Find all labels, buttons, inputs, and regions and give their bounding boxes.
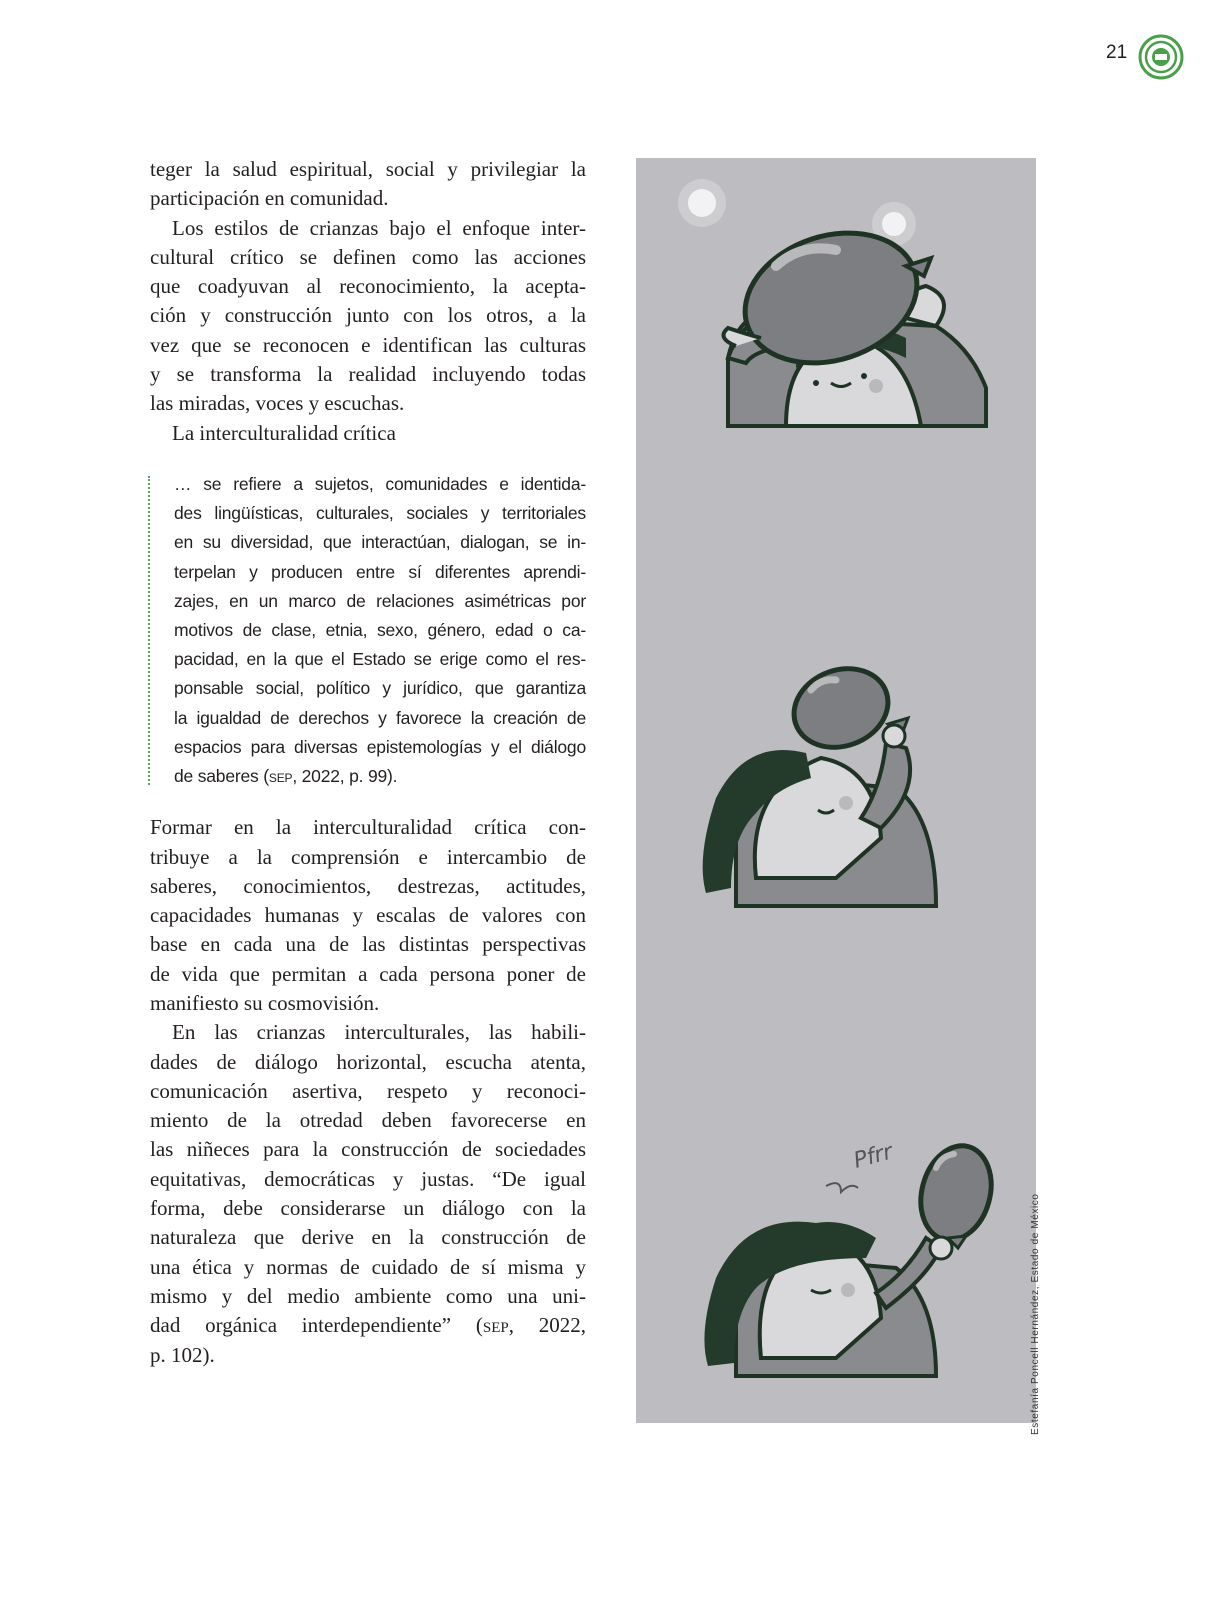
quote-line: en su diversidad, que interactúan, dialogan, se in- [174,532,586,553]
text-line: tribuye a la comprensión e intercambio de [150,844,586,869]
text-line: saberes, conocimientos, destrezas, actitudes, [150,873,586,898]
quote-text: , 2022, p. 99). [292,766,398,786]
paragraph-3 [150,419,586,448]
quote-line: motivos de clase, etnia, sexo, género, edad o ca- [174,619,586,640]
quote-text: de saberes ( [174,766,269,786]
text-line: teger la salud espiritual, social y privilegiar la [150,157,586,181]
quote-line: la igualdad de derechos y favorece la creación de [174,707,586,728]
text-line: miento de la otredad deben favorecerse en [150,1108,586,1133]
text-line: capacidades humanas y escalas de valores con [150,903,586,928]
text-line: Formar en la interculturalidad crítica con- [150,815,586,840]
text-line: La interculturalidad crítica [172,420,396,445]
text-segment: dad orgánica interdependiente” ( [150,1313,483,1338]
text-line: En las crianzas interculturales, las habili- [172,1020,586,1045]
paragraph-1 [150,155,586,214]
quote-line [174,762,586,791]
panel-1-illustration [636,158,1036,448]
quote-rule [148,476,150,785]
text-line: mismo y del medio ambiente como una uni- [150,1283,586,1308]
block-quote [150,470,586,791]
text-line: que coadyuvan al reconocimiento, la acepta- [150,274,586,299]
paragraph-2 [150,214,586,419]
text-line: las niñeces para la construcción de sociedades [150,1137,586,1162]
citation-abbrev: sep [482,1313,509,1338]
page-number: 21 [1106,42,1128,63]
panel-2-illustration [636,638,1036,928]
quote-line: zajes, en un marco de relaciones asimétricas por [174,590,586,611]
text-line: equitativas, democráticas y justas. “De igual [150,1166,586,1191]
quote-line: des lingüísticas, culturales, sociales y territoriales [174,503,586,524]
sound-effect-text: Pfrr [851,1139,896,1174]
text-line: base en cada una de las distintas perspectivas [150,932,586,957]
quote-line: terpelan y producen entre sí diferentes aprendi- [174,561,586,582]
paragraph-4 [150,813,586,1018]
text-line: comunicación asertiva, respeto y reconoci- [150,1078,586,1103]
panel-3-illustration [636,1108,1036,1398]
text-line: cultural crítico se definen como las acciones [150,244,586,269]
text-line: las miradas, voces y escuchas. [150,391,405,416]
text-line: y se transforma la realidad incluyendo todas [150,362,586,387]
paragraph-5 [150,1018,586,1370]
text-line: naturaleza que derive en la construcción de [150,1225,586,1250]
text-line: dades de diálogo horizontal, escucha atenta, [150,1049,586,1074]
quote-line: espacios para diversas epistemologías y el diálogo [174,736,586,757]
citation-abbrev: sep [268,766,293,786]
text-line: p. 102). [150,1342,215,1367]
text-line: forma, debe considerarse un diálogo con la [150,1196,586,1221]
text-line [150,1311,586,1340]
publisher-logo-icon [1138,34,1184,80]
text-line: ción y construcción junto con los otros, a la [150,303,586,328]
text-line: vez que se reconocen e identifican las culturas [150,332,586,357]
comic-illustration [636,158,1036,1423]
text-segment: , 2022, [508,1313,587,1338]
text-line: una ética y normas de cuidado de sí misma y [150,1254,586,1279]
text-line: de vida que permitan a cada persona poner de [150,961,586,986]
body-text-column [150,155,586,1370]
quote-line: pacidad, en la que el Estado se erige como el res- [174,649,586,670]
text-line: Los estilos de crianzas bajo el enfoque inter- [172,215,586,240]
quote-line: … se refiere a sujetos, comunidades e identida- [174,473,586,494]
illustration-credit: Estefanía Poncell Hernández, Estado de México [1030,1193,1041,1435]
text-line: manifiesto su cosmovisión. [150,990,380,1015]
text-line: participación en comunidad. [150,186,389,211]
quote-line: ponsable social, político y jurídico, que garantiza [174,678,586,699]
